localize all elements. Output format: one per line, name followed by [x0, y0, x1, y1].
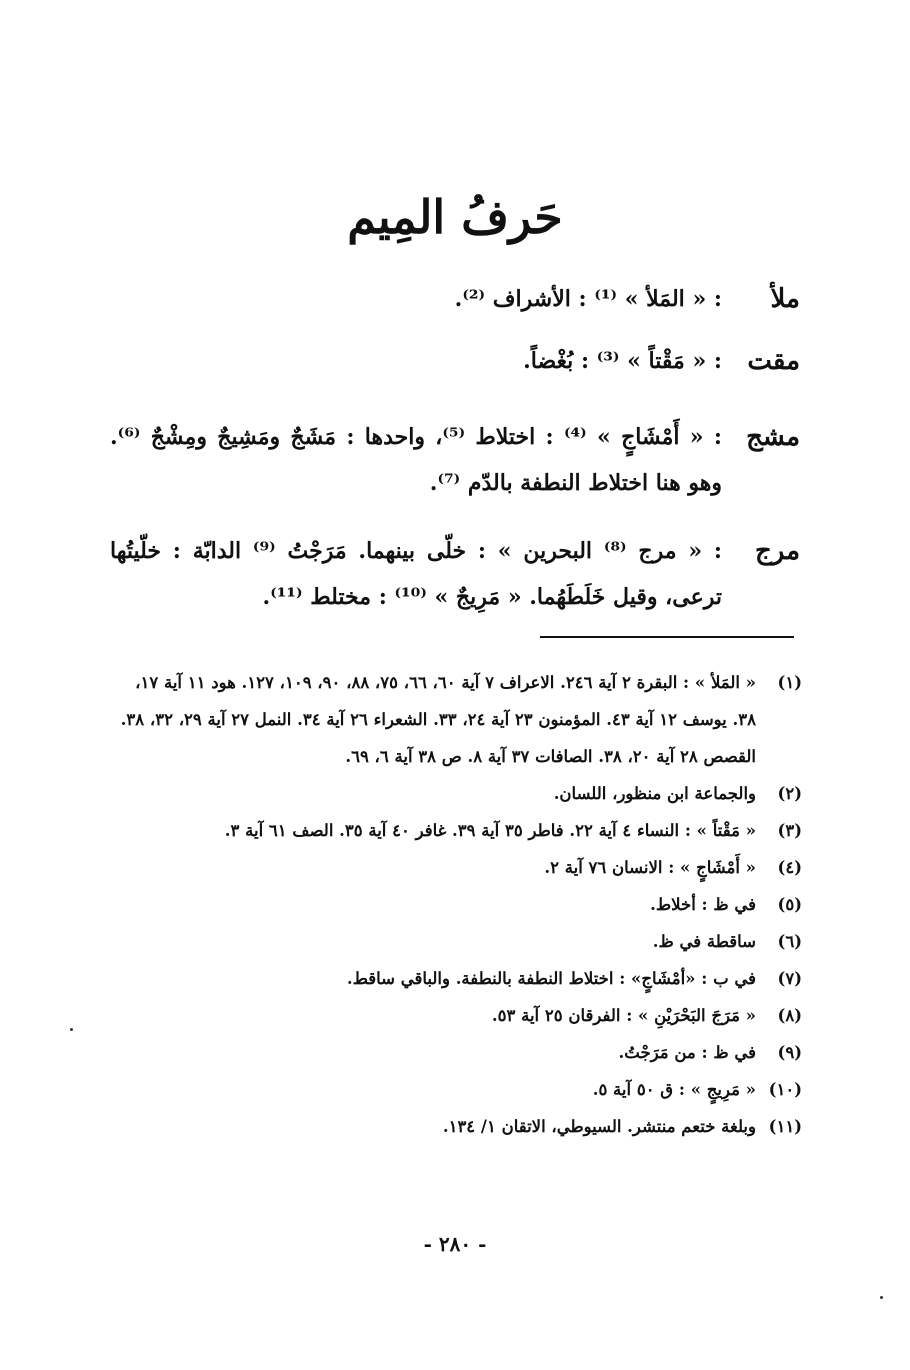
entry-mqt: [110, 338, 800, 384]
footnote-number: (١١): [768, 1117, 802, 1136]
footnote-text: « مَرَجَ البَحْرَيْنِ » : الفرقان ٢٥ آية ٥٣.: [491, 1006, 756, 1025]
entry-head: مرج: [754, 536, 800, 566]
footnote-number: (٤): [777, 858, 802, 877]
footnote-text: في ظ : أخلاط.: [650, 895, 756, 914]
footnote: [112, 886, 802, 923]
entry-head: مقت: [747, 346, 800, 376]
footnote: [112, 960, 802, 997]
footnote-number: (٢): [777, 784, 802, 803]
footnote: [112, 1071, 802, 1108]
footnote-number: (٩): [777, 1043, 802, 1062]
footnote: [112, 1108, 802, 1145]
footnote-number: (١): [777, 673, 802, 692]
footnote-text: والجماعة ابن منظور، اللسان.: [553, 784, 756, 803]
footnote-number: (١٠): [768, 1080, 802, 1099]
footnote-separator: [540, 636, 794, 638]
footnote-number: (٦): [777, 932, 802, 951]
footnote-text: في ظ : من مَرَجْتُ.: [618, 1043, 756, 1062]
footnote-text: في ب : «أمْشَاجٍ» : اختلاط النطفة بالنطفة. والباقي ساقط.: [346, 969, 756, 988]
footnote: [112, 1034, 802, 1071]
footnotes: [112, 664, 802, 1145]
footnote: [112, 664, 802, 775]
footnote-number: (٨): [777, 1006, 802, 1025]
entry-head: مشج: [746, 422, 800, 452]
footnote: [112, 775, 802, 812]
footnote: [112, 923, 802, 960]
footnote-text: ساقطة في ظ.: [652, 932, 756, 951]
page-number: - ٢٨٠ -: [423, 1232, 487, 1256]
scan-speck: [880, 1296, 883, 1299]
entry-mrj: [110, 528, 800, 620]
entry-mshj: [110, 414, 800, 506]
entry-body: : « مَقْتاً » ⁽³⁾ : بُغْضاً.: [523, 348, 722, 374]
footnote: [112, 997, 802, 1034]
chapter-title: حَرفُ المِيم: [347, 190, 563, 244]
entry-mla: [110, 276, 800, 322]
footnote-text: وبلغة ختعم منتشر. السيوطي، الاتقان ١/ ١٣٤.: [442, 1117, 756, 1136]
entry-body: : « المَلأ » ⁽¹⁾ : الأشراف ⁽²⁾.: [454, 286, 722, 312]
footnote-text: « أَمْشَاجٍ » : الانسان ٧٦ آية ٢.: [544, 858, 756, 877]
footnote: [112, 812, 802, 849]
entry-body: : « مرج ⁽⁸⁾ البحرين » : خلّى بينهما. مَرَجْتُ ⁽⁹⁾ الدابّة : خلّيتُها ترعى، وقيل خَلَطَهُما. « مَرِيجٌ » ⁽¹⁰⁾ : مختلط ⁽¹¹⁾.: [110, 538, 722, 610]
footnote-text: « مَرِيجٍ » : ق ٥٠ آية ٥.: [592, 1080, 756, 1099]
entry-head: ملأ: [770, 284, 800, 314]
entry-body: : « أَمْشَاجٍ » ⁽⁴⁾ : اختلاط ⁽⁵⁾، واحدها : مَشَجٌ ومَشِيجٌ ومِشْجٌ ⁽⁶⁾. وهو هنا اختلاط النطفة بالدّم ⁽⁷⁾.: [110, 424, 722, 496]
footnote-number: (٣): [777, 821, 802, 840]
footnote: [112, 849, 802, 886]
scan-speck: [70, 1028, 73, 1031]
footnote-number: (٥): [777, 895, 802, 914]
footnote-text: « المَلأ » : البقرة ٢ آية ٢٤٦. الاعراف ٧ آية ٦٠، ٦٦، ٧٥، ٨٨، ٩٠، ١٠٩، ١٢٧. هود ١١ آية ١٧، ٣٨. يوسف ١٢ آية ٤٣. المؤمنون ٢٣ آية ٢٤، ٣٣. الشعراء ٢٦ آية ٣٤. النمل ٢٧ آية ٢٩، ٣٢، ٣٨. القصص ٢٨ آية ٢٠، ٣٨. الصافات ٣٧ آية ٨. ص ٣٨ آية ٦، ٦٩.: [120, 673, 756, 766]
footnote-number: (٧): [777, 969, 802, 988]
footnote-text: « مَقْتاً » : النساء ٤ آية ٢٢. فاطر ٣٥ آية ٣٩. غافر ٤٠ آية ٣٥. الصف ٦١ آية ٣.: [224, 821, 756, 840]
